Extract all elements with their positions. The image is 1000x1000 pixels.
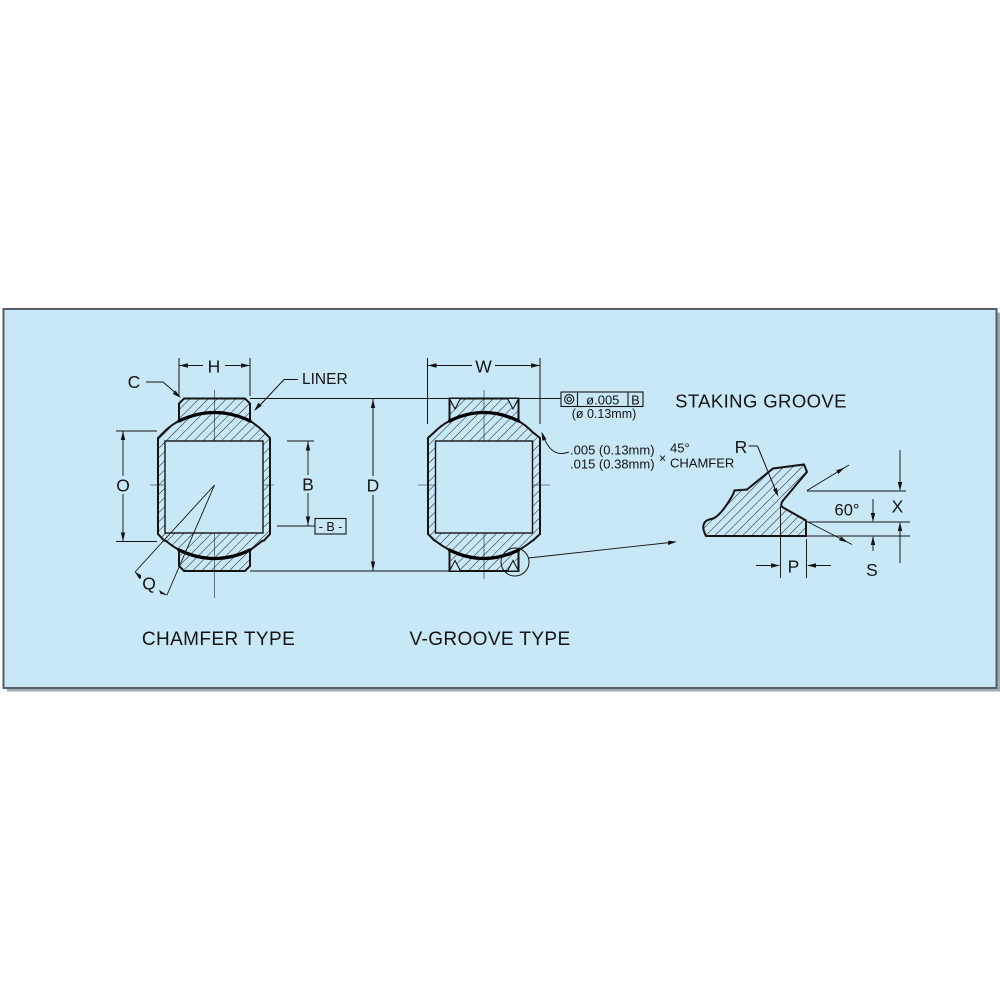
staking-groove-title: STAKING GROOVE bbox=[675, 390, 847, 412]
dim-label-c: C bbox=[127, 372, 141, 392]
tolerance-frame bbox=[561, 392, 643, 421]
datum-b-box bbox=[315, 519, 346, 535]
groove-angle-label: 60° bbox=[834, 501, 860, 520]
dim-label-w: W bbox=[475, 356, 492, 377]
dim-label-b: B bbox=[302, 474, 314, 495]
chamfer-note-label: CHAMFER bbox=[670, 455, 735, 471]
chamfer-note-max: .015 (0.38mm) bbox=[570, 456, 655, 472]
dim-label-q: Q bbox=[142, 573, 156, 594]
chamfer-note-min: .005 (0.13mm) bbox=[570, 442, 655, 458]
dim-label-r: R bbox=[734, 437, 748, 457]
dim-label-p: P bbox=[787, 556, 800, 577]
tolerance-value: ø.005 bbox=[586, 392, 620, 408]
chamfer-note-times: × bbox=[658, 451, 667, 466]
dim-label-h: H bbox=[207, 356, 221, 377]
liner-label: LINER bbox=[302, 371, 348, 388]
vgroove-bearing-bore bbox=[436, 441, 533, 533]
dim-label-s: S bbox=[866, 560, 878, 580]
dim-label-x: X bbox=[891, 496, 904, 517]
datum-b-label: - B - bbox=[318, 519, 343, 534]
dim-label-d: D bbox=[366, 475, 380, 496]
caption-chamfer-type: CHAMFER TYPE bbox=[141, 629, 296, 650]
chamfer-note-angle: 45° bbox=[670, 440, 690, 456]
dim-label-o: O bbox=[116, 475, 130, 496]
caption-v-groove-type: V-GROOVE TYPE bbox=[409, 629, 571, 650]
tolerance-metric: (ø 0.13mm) bbox=[571, 407, 637, 421]
tolerance-datum: B bbox=[631, 392, 640, 408]
